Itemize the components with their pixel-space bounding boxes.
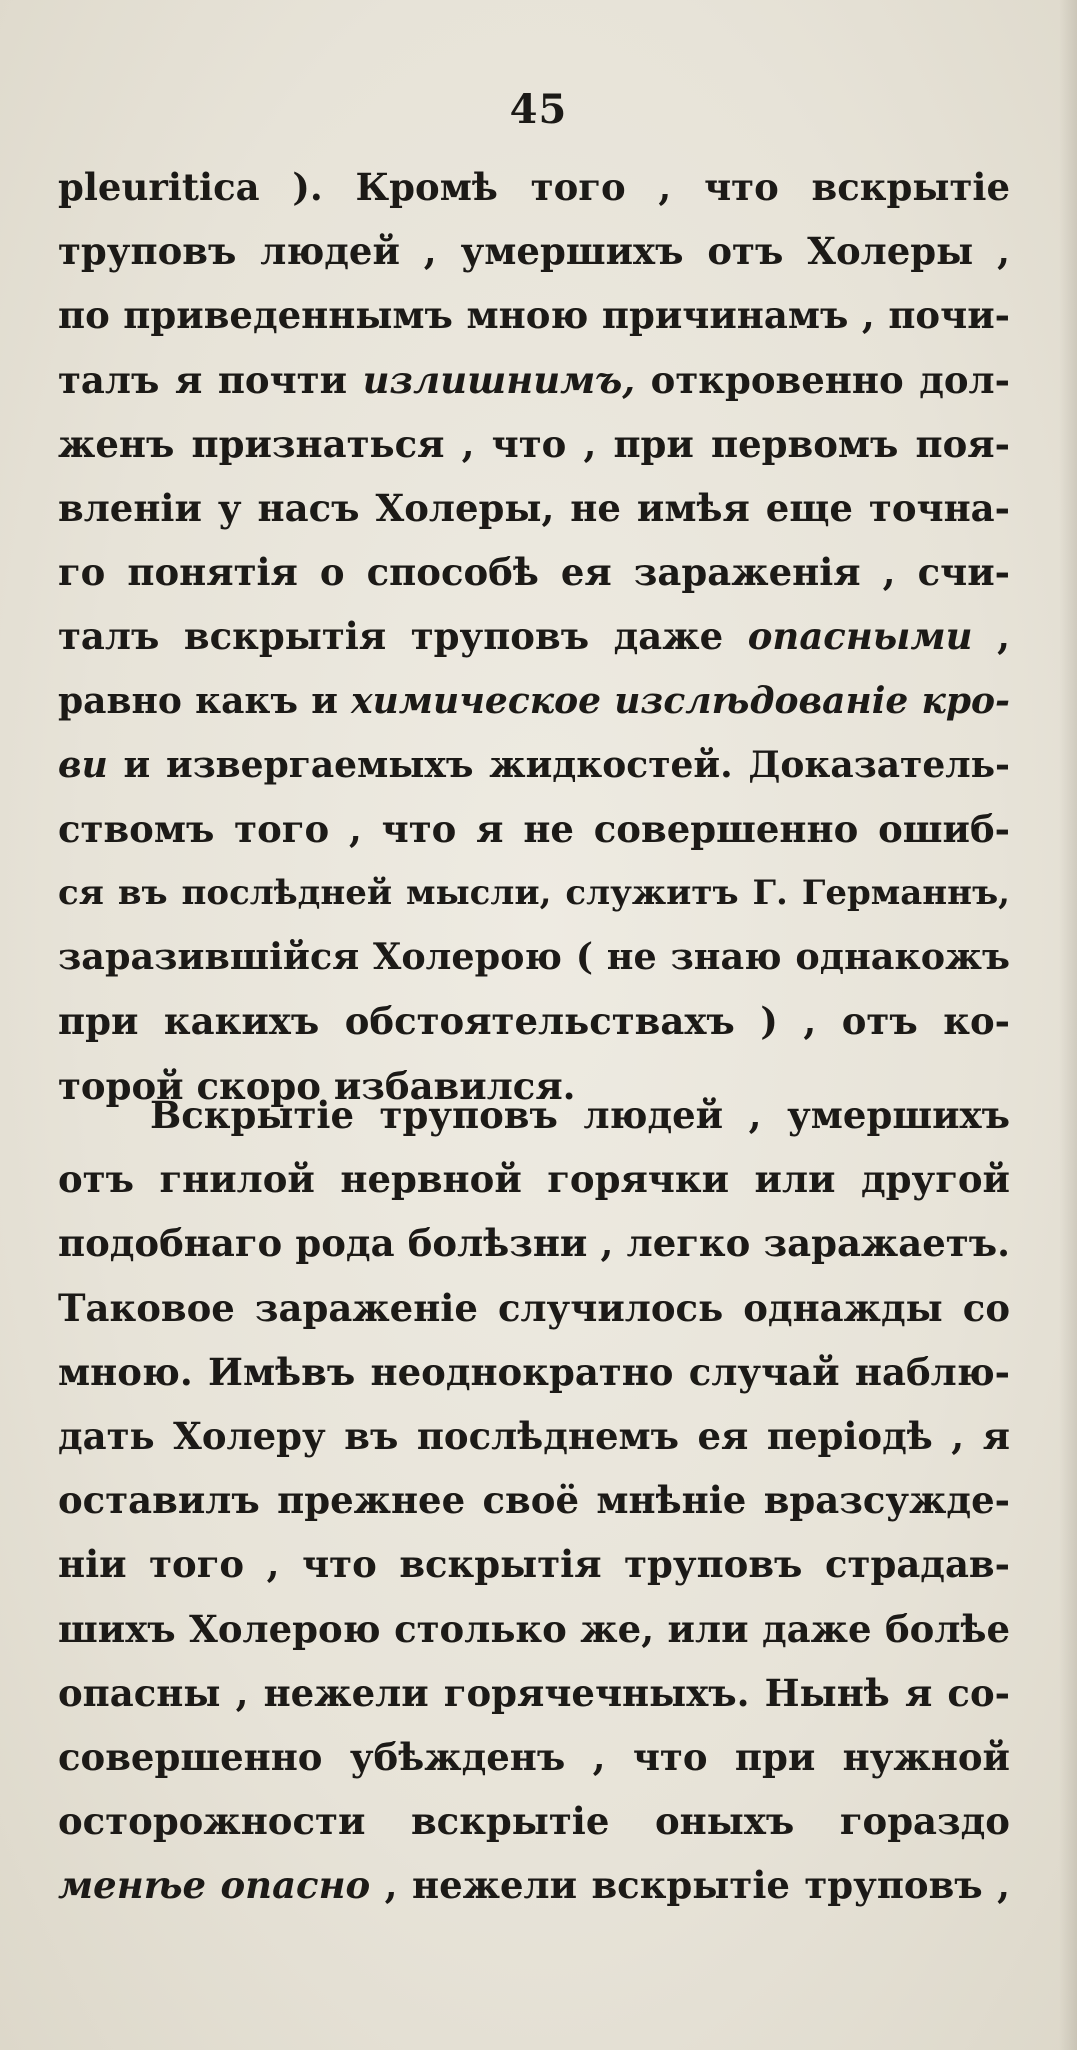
text-line: мною. Имѣвъ неоднократно случай наблю- (58, 1349, 1010, 1394)
text-line: при какихъ обстоятельствахъ ) , отъ ко- (58, 999, 1010, 1044)
text-line: торой скоро избавился. (58, 1063, 576, 1108)
paragraph-2 (58, 1083, 1010, 1917)
text-line: женъ признаться , что , при первомъ поя- (58, 421, 1010, 466)
text-line: талъ я почти излишнимъ, откровенно дол- (58, 357, 1010, 402)
paragraph-1 (58, 155, 1010, 1118)
text-line: отъ гнилой нервной горячки или другой (58, 1157, 1010, 1202)
text-line: опасны , нежели горячечныхъ. Нынѣ я со- (58, 1670, 1010, 1715)
italic-emphasis: менѣе опасно (58, 1863, 371, 1908)
text-line: го понятія о способѣ ея зараженія , счи- (58, 550, 1010, 595)
page-number: 45 (509, 86, 568, 133)
text-line: pleuritica ). Кромѣ того , что вскрытіе (58, 165, 1010, 209)
italic-emphasis: химическое изслѣдованіе кро- (351, 679, 1010, 722)
italic-emphasis: опасными (747, 614, 973, 659)
text-line: заразившійся Холерою ( не знаю однакожъ (58, 935, 1010, 979)
text-line: подобнаго рода болѣзни , легко заражаетъ. (58, 1221, 1010, 1266)
text-line: шихъ Холерою столько же, или даже болѣе (58, 1606, 1010, 1651)
text-line: осторожности вскрытіе оныхъ гораздо (58, 1799, 1010, 1844)
text-line: труповъ людей , умершихъ отъ Холеры , (58, 229, 1010, 274)
text-line: Таковое зараженіе случилось однажды со (58, 1285, 1010, 1330)
text-line: ви и извергаемыхъ жидкостей. Доказатель- (58, 743, 1010, 786)
text-line: талъ вскрытія труповъ даже опасными , (58, 614, 1010, 659)
italic-emphasis: излишнимъ, (362, 357, 636, 402)
text-line: Вскрытіе труповъ людей , умершихъ (150, 1093, 1010, 1137)
text-line: по приведеннымъ мною причинамъ , почи- (58, 293, 1010, 338)
text-line: совершенно убѣжденъ , что при нужной (58, 1734, 1010, 1779)
page-edge-shadow (1059, 0, 1077, 2050)
text-line: равно какъ и химическое изслѣдованіе кро- (58, 679, 1010, 722)
text-line: вленіи у насъ Холеры, не имѣя еще точна- (58, 485, 1010, 530)
text-line: ся въ послѣдней мысли, служитъ Г. Германнъ, (58, 873, 1010, 914)
text-line: менѣе опасно , нежели вскрытіе труповъ , (58, 1863, 1010, 1908)
text-line: дать Холеру въ послѣднемъ ея періодѣ , я (58, 1413, 1010, 1458)
italic-emphasis: ви (58, 743, 108, 786)
text-line: ніи того , что вскрытія труповъ страдав- (58, 1542, 1010, 1587)
text-line: оставилъ прежнее своё мнѣніе вразсужде- (58, 1478, 1010, 1523)
text-line: ствомъ того , что я не совершенно ошиб- (58, 806, 1010, 851)
